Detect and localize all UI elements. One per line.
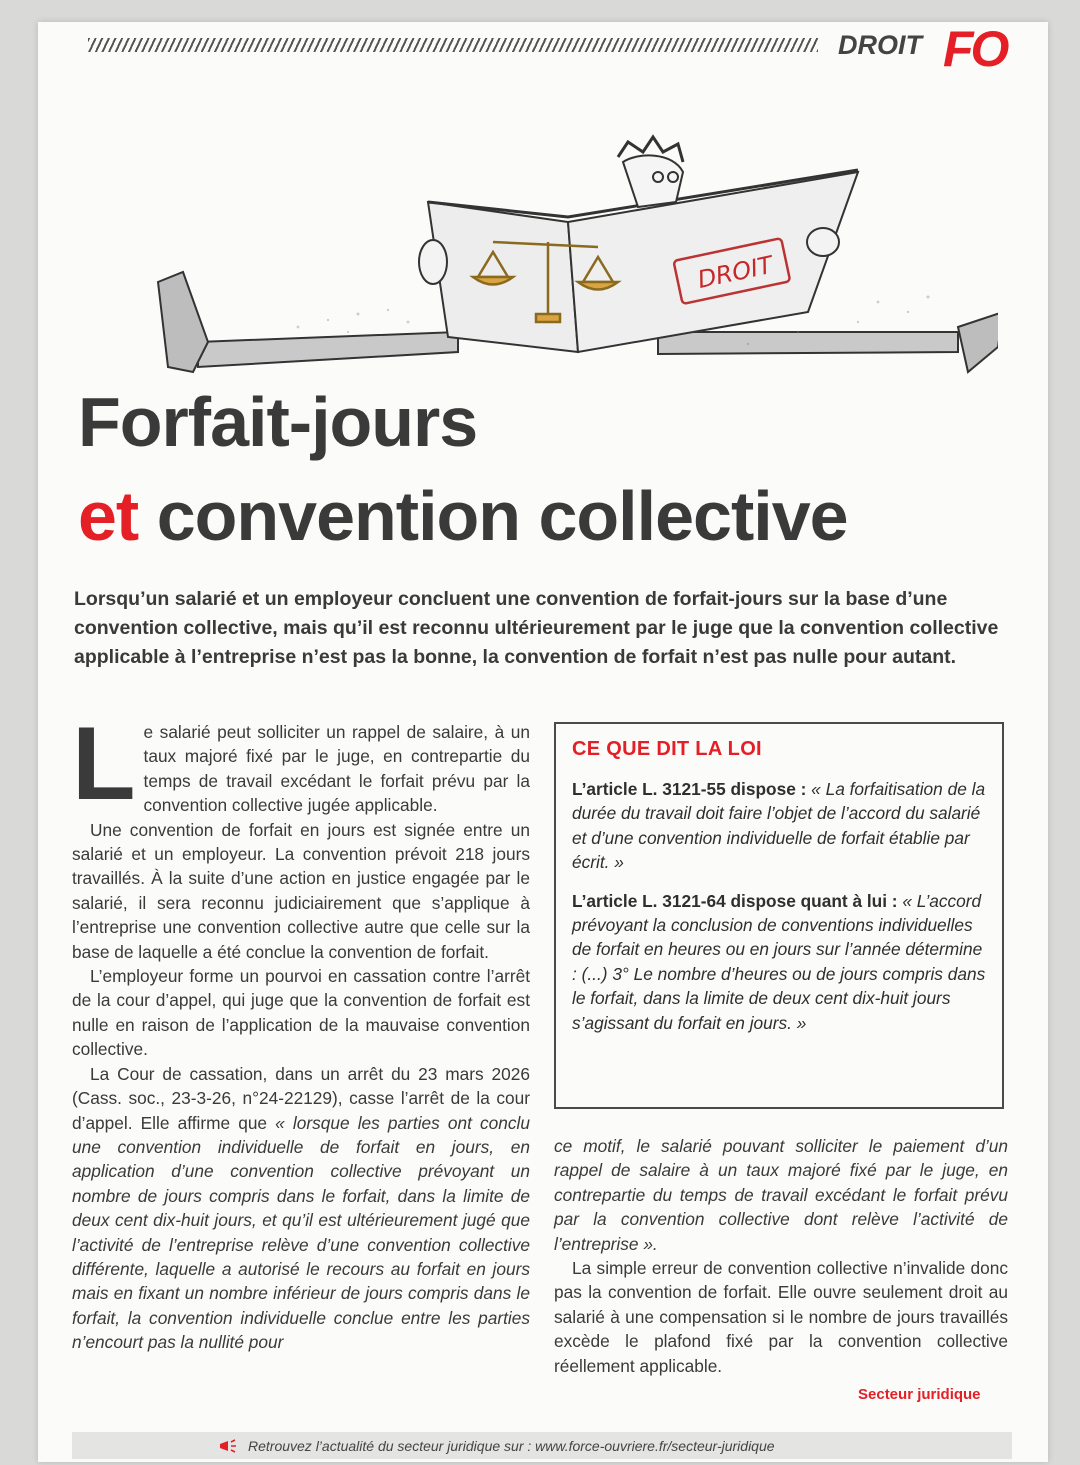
title-accent-word: et xyxy=(78,477,139,555)
law-article-1: L’article L. 3121-55 dispose : « La forfaitisation de la durée du travail doit faire l’objet de l’accord du salarié et d’une convention individuelle de forfait établie par écrit. » xyxy=(572,779,986,873)
body-paragraph-2: Une convention de forfait en jours est signée entre un salarié et un employeur. La convention prévoit 218 jours travaillés. À la suite d’une action en justice engagée par le salarié, il sera reconnu judiciairement que s’applique à l’entreprise une convention collective autre que celle sur la base de laquelle a été conclue la convention de forfait. xyxy=(72,819,530,962)
article-title-line2 xyxy=(78,476,848,556)
court-quote-end: ce motif, le salarié pouvant solliciter le paiement d’un rappel de salaire à un taux majoré fixé par le juge, en contrepartie du temps de travail excédant le forfait prévu par la convention collective dont relève l’activité de l’entreprise ». xyxy=(554,1136,1008,1254)
drop-cap: L xyxy=(72,706,136,822)
body-paragraph-5: La simple erreur de convention collective n’invalide donc pas la convention de forfait. Elle ouvre seulement droit au salarié à une compensation si le nombre de jours travaillés excède le plafond fixé par la convention collective réellement applicable. xyxy=(554,1258,1008,1376)
section-label: DROIT xyxy=(838,30,922,60)
article-page xyxy=(38,22,1048,1462)
body-paragraph-1: Le salarié peut solliciter un rappel de salaire, à un taux majoré fixé par le juge, en contrepartie du temps de travail excédant le forfait prévu par la convention collective jugée applicable. xyxy=(72,706,530,822)
header-hatch-decoration xyxy=(88,38,818,52)
footer-link-text[interactable]: Retrouvez l’actualité du secteur juridique sur : www.force-ouvriere.fr/secteur-juridique xyxy=(248,1438,775,1454)
law-box xyxy=(554,722,1004,1109)
body-column-right xyxy=(554,1134,1008,1378)
fo-logo: FO xyxy=(943,22,1007,77)
law-article-2: L’article L. 3121-64 dispose quant à lui : « L’accord prévoyant la conclusion de conventions individuelles de forfait en heures ou en jours sur l’année détermine : (...) 3° Le nombre d’heures ou de jours compris dans le forfait, dans la limite de deux cent dix-huit jours s’agissant du forfait en jours. » xyxy=(572,890,986,1033)
law-box-title: CE QUE DIT LA LOI xyxy=(572,738,762,760)
article-title-line1: Forfait-jours xyxy=(78,383,478,461)
title-line2-rest: convention collective xyxy=(138,477,848,555)
illustration-man-reading-law-book xyxy=(98,82,998,382)
book-label: DROIT xyxy=(695,250,776,294)
author-signature: Secteur juridique xyxy=(858,1386,981,1403)
article-lead: Lorsqu’un salarié et un employeur concluent une convention de forfait-jours sur la base d’une convention collective, mais qu’il est reconnu ultérieurement par le juge que la convention collective applicable à l’entreprise n’est pas la bonne, la convention de forfait n’est pas nulle pour autant. xyxy=(74,588,999,668)
body-column-left xyxy=(72,706,530,1355)
body-paragraph-4: La Cour de cassation, dans un arrêt du 23 mars 2026 (Cass. soc., 23-3-26, n°24-22129), casse l’arrêt de la cour d’appel. Elle affirme que « lorsque les parties ont conclu une convention individuelle de forfait en jours, en application d’une convention collective prévoyant un nombre de jours compris dans le forfait, dans la limite de deux cent dix-huit jours, et qu’il est ultérieurement jugé que l’activité de l’entreprise relève d’une convention collective différente, laquelle a autorisé le recours au forfait en jours mais en fixant un nombre inférieur de jours compris dans le forfait, la convention individuelle conclue entre les parties n’encourt pas la nullité pour xyxy=(72,1063,530,1353)
body-paragraph-3: L’employeur forme un pourvoi en cassation contre l’arrêt de la cour d’appel, qui juge que la convention de forfait est nulle en raison de l’application de la mauvaise convention collective. xyxy=(72,966,530,1060)
court-quote-start: « lorsque les parties ont conclu une convention individuelle de forfait en jours, en application d’une convention collective prévoyant un nombre de jours compris dans le forfait, dans la limite de deux cent dix-huit jours, et qu’il est ultérieurement jugé que l’activité de l’entreprise relève d’une convention collective différente, laquelle a autorisé le recours au forfait en jours mais en fixant un nombre inférieur de jours compris dans le forfait, la convention individuelle conclue entre les parties n’encourt pas la nullité pour xyxy=(72,1112,530,1353)
megaphone-icon xyxy=(218,1438,240,1454)
